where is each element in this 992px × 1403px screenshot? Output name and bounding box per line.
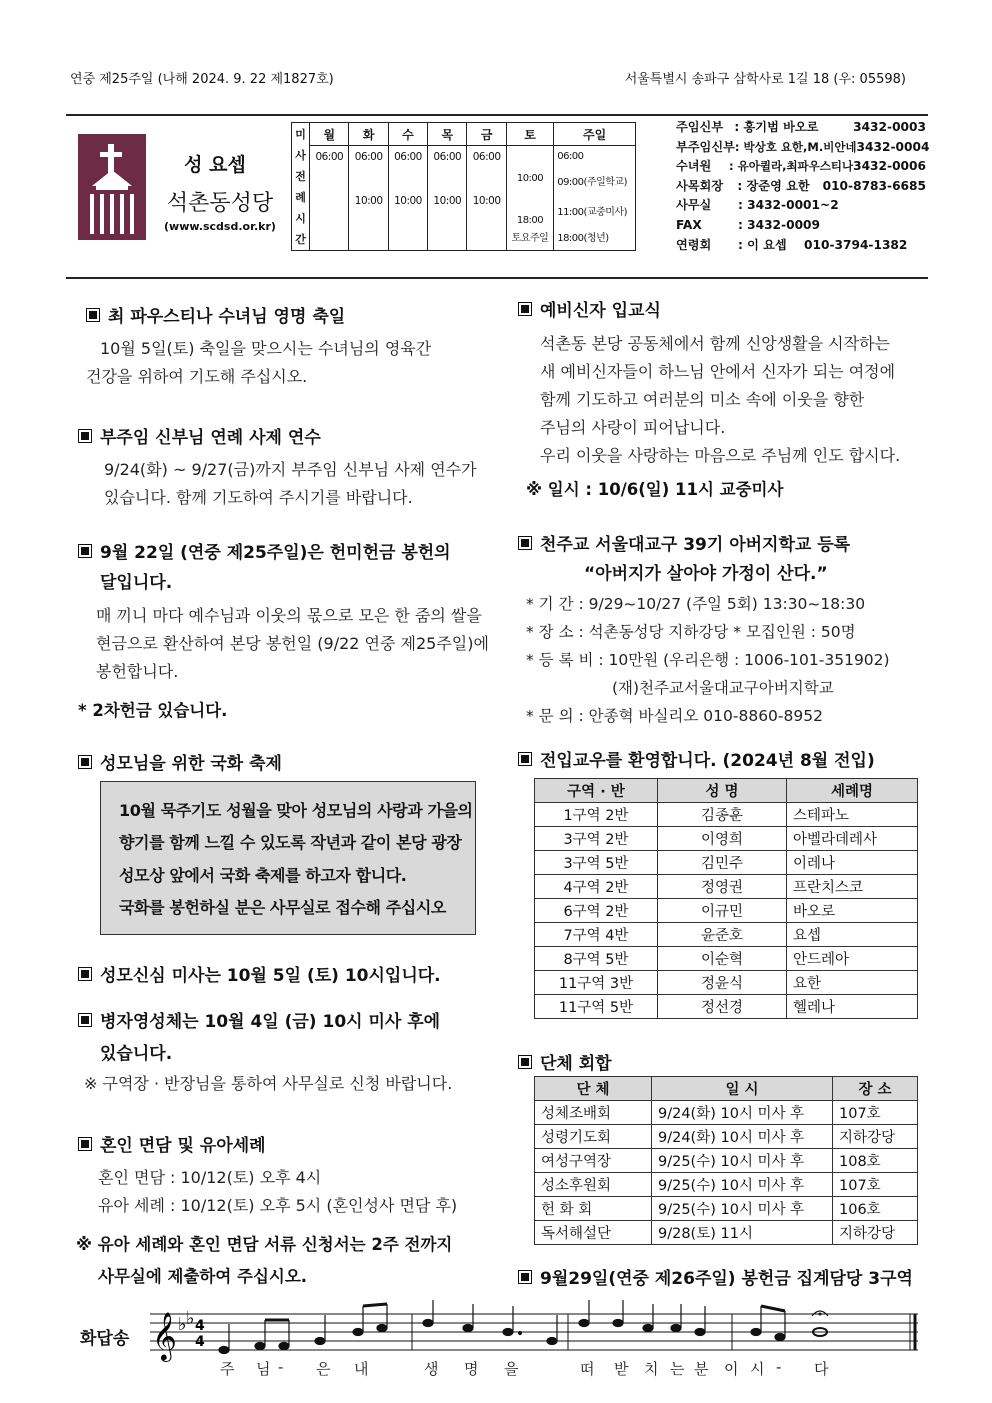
church-building-icon bbox=[78, 134, 146, 240]
table-row: 3구역 5반 김민주 이레나 bbox=[535, 851, 918, 875]
square-bullet-icon bbox=[518, 1270, 532, 1284]
notice-line: 성모상 앞에서 국화 축제를 하고자 합니다. bbox=[119, 866, 407, 885]
header-divider-top bbox=[66, 114, 928, 116]
notice-line: 향기를 함께 느낄 수 있도록 작년과 같이 본당 광장 bbox=[119, 833, 462, 852]
flat-icon: ♭ bbox=[186, 1308, 195, 1329]
contact-list bbox=[676, 118, 930, 255]
section-title-feast: 최 파우스티나 수녀님 영명 축일 bbox=[86, 302, 345, 327]
section-title-fathers-school: 천주교 서울대교구 39기 아버지학교 등록 bbox=[518, 530, 850, 555]
section-title-sick-communion-2: 있습니다. bbox=[100, 1044, 173, 1064]
section-title-rice-offering-2: 달입니다. bbox=[100, 573, 173, 593]
time-signature: 4 bbox=[195, 1318, 205, 1334]
square-bullet-icon bbox=[518, 302, 532, 316]
time-signature: 4 bbox=[195, 1334, 205, 1350]
contact-row: 사무실 : 3432-0001~2 bbox=[676, 198, 839, 213]
melody-notes bbox=[219, 1300, 827, 1354]
church-name-line1: 성 요셉 bbox=[184, 154, 246, 176]
table-row: 독서해설단 9/28(토) 11시 지하강당 bbox=[535, 1221, 918, 1245]
table-row: 4구역 2반 정영권 프란치스코 bbox=[535, 875, 918, 899]
contact-row: 사목회장 : 장준영 요한 010-8783-6685 bbox=[676, 178, 926, 193]
day-sun: 주일 bbox=[554, 123, 636, 146]
mass-side-label: 미 사 전 례 시 간 bbox=[292, 123, 310, 251]
catechumen-date-note: ※ 일시 : 10/6(일) 11시 교중미사 bbox=[526, 480, 784, 499]
section-title-marriage-baptism: 혼인 면담 및 유아세례 bbox=[78, 1131, 266, 1156]
psalm-label: 화답송 bbox=[80, 1329, 130, 1349]
table-header-row: 단 체 일 시 장 소 bbox=[535, 1077, 918, 1101]
table-row: 11구역 5반 정선경 헬레나 bbox=[535, 995, 918, 1019]
section-title-offering-tally: 9월29일(연중 제26주일) 봉헌금 집계담당 3구역 bbox=[518, 1264, 913, 1289]
document-deadline-note: ※ 유아 세례와 혼인 면담 서류 신청서는 2주 전까지 bbox=[76, 1235, 453, 1254]
day-sat: 토 bbox=[506, 123, 553, 146]
square-bullet-icon bbox=[78, 544, 92, 558]
sick-communion-note: ※ 구역장 · 반장님을 통하여 사무실로 신청 바랍니다. bbox=[84, 1074, 453, 1093]
day-mon: 월 bbox=[310, 123, 349, 146]
chrysanthemum-notice-box bbox=[100, 781, 476, 935]
section-body-feast-2: 건강을 위하여 기도해 주십시오. bbox=[86, 367, 308, 386]
church-name-line2: 석촌동성당 bbox=[166, 191, 274, 216]
section-title-rice-offering: 9월 22일 (연중 제25주일)은 헌미헌금 봉헌의 bbox=[78, 538, 451, 563]
times-sat: 10:00 18:00 토요주일 bbox=[506, 146, 553, 251]
notice-line: 10월 묵주기도 성월을 맞아 성모님의 사랑과 가을의 bbox=[119, 801, 473, 820]
table-row: 여성구역장 9/25(수) 10시 미사 후 108호 bbox=[535, 1149, 918, 1173]
day-thu: 목 bbox=[428, 123, 467, 146]
section-title-group-meetings: 단체 회합 bbox=[518, 1049, 612, 1074]
times-mon: 06:00 bbox=[310, 146, 349, 251]
times-sun: 06:00 09:00(주일학교) 11:00(교중미사) 18:00(청년) bbox=[554, 146, 636, 251]
treble-clef-icon: 𝄞 bbox=[152, 1311, 177, 1360]
section-title-catechumen: 예비신자 입교식 bbox=[518, 296, 661, 321]
section-body-catechumen: 석촌동 본당 공동체에서 함께 신앙생활을 시작하는 새 예비신자들이 하느님 안에서 신자가 되는 여정에 함께 기도하고 여러분의 미소 속에 이웃을 향한 주님의 사랑이 피어납니다. 우리 이웃을 사랑하는 마음으로 주님께 인도 합시다. bbox=[540, 334, 901, 465]
contact-row: 부주임신부 : 박상호 요한,M.비안네 3432-0004 bbox=[676, 139, 930, 154]
new-parishioners-table bbox=[534, 778, 918, 1019]
church-website[interactable]: (www.scdsd.or.kr) bbox=[164, 220, 276, 233]
mass-schedule-table bbox=[291, 122, 636, 251]
table-row: 3구역 2반 이영희 아벨라데레사 bbox=[535, 827, 918, 851]
square-bullet-icon bbox=[78, 1013, 92, 1027]
day-wed: 수 bbox=[388, 123, 427, 146]
times-tue: 06:00 10:00 bbox=[349, 146, 388, 251]
fermata-dot bbox=[819, 1313, 822, 1316]
table-header-row: 구역 · 반 성 명 세례명 bbox=[535, 779, 918, 803]
notice-line: 국화를 봉헌하실 분은 사무실로 접수해 주십시오 bbox=[119, 898, 446, 917]
group-meetings-table bbox=[534, 1076, 918, 1245]
flat-icon: ♭ bbox=[178, 1314, 187, 1335]
section-title-retreat: 부주임 신부님 연례 사제 연수 bbox=[78, 423, 321, 448]
fathers-school-slogan: “아버지가 살아야 가정이 산다.” bbox=[584, 564, 828, 584]
table-row: 8구역 5반 이순혁 안드레아 bbox=[535, 947, 918, 971]
section-body-feast: 10월 5일(토) 축일을 맞으시는 수녀님의 영육간 bbox=[100, 339, 432, 358]
table-row: 헌 화 회 9/25(수) 10시 미사 후 106호 bbox=[535, 1197, 918, 1221]
times-fri: 06:00 10:00 bbox=[467, 146, 506, 251]
table-row: 성령기도회 9/24(화) 10시 미사 후 지하강당 bbox=[535, 1125, 918, 1149]
section-title-sick-communion: 병자영성체는 10월 4일 (금) 10시 미사 후에 bbox=[78, 1007, 440, 1032]
table-row: 1구역 2반 김종훈 스테파노 bbox=[535, 803, 918, 827]
church-address: 서울특별시 송파구 삼학사로 1길 18 (우: 05598) bbox=[624, 72, 906, 87]
contact-row: FAX : 3432-0009 bbox=[676, 217, 821, 232]
contact-row: 수녀원 : 유아퀼라,최파우스티나 3432-0006 bbox=[676, 159, 926, 174]
day-fri: 금 bbox=[467, 123, 506, 146]
section-title-new-parishioners: 전입교우를 환영합니다. (2024년 8월 전입) bbox=[518, 746, 875, 771]
square-bullet-icon bbox=[78, 755, 92, 769]
church-logo bbox=[78, 134, 146, 240]
square-bullet-icon bbox=[86, 308, 100, 322]
section-title-chrysanthemum: 성모님을 위한 국화 축제 bbox=[78, 749, 282, 774]
second-collection-note: * 2차헌금 있습니다. bbox=[78, 701, 228, 720]
table-row: 11구역 3반 정윤식 요한 bbox=[535, 971, 918, 995]
square-bullet-icon bbox=[78, 1137, 92, 1151]
table-row: 성소후원회 9/25(수) 10시 미사 후 107호 bbox=[535, 1173, 918, 1197]
contact-row: 주임신부 : 홍기범 바오로 3432-0003 bbox=[676, 120, 926, 134]
document-deadline-note-2: 사무실에 제출하여 주십시오. bbox=[98, 1267, 308, 1286]
square-bullet-icon bbox=[78, 429, 92, 443]
square-bullet-icon bbox=[518, 752, 532, 766]
contact-row: 연령회 : 이 요셉 010-3794-1382 bbox=[676, 237, 908, 252]
bulletin-issue: 연중 제25주일 (나해 2024. 9. 22 제1827호) bbox=[70, 72, 334, 87]
day-tue: 화 bbox=[349, 123, 388, 146]
section-title-marian-mass: 성모신심 미사는 10월 5일 (토) 10시입니다. bbox=[78, 961, 441, 986]
table-row: 성체조배회 9/24(화) 10시 미사 후 107호 bbox=[535, 1101, 918, 1125]
square-bullet-icon bbox=[78, 967, 92, 981]
square-bullet-icon bbox=[518, 1055, 532, 1069]
table-row: 7구역 4반 윤준호 요셉 bbox=[535, 923, 918, 947]
fathers-school-details: * 기 간 : 9/29~10/27 (주일 5회) 13:30~18:30 * 장 소 : 석촌동성당 지하강당 * 모집인원 : 50명 * 등 록 비 : 10만원 (우리은행 : 1006-101-351902) (재)천주교서울대교구아버지학교 * 문 의 : 안종혁 바실리오 010-8860-8952 bbox=[526, 595, 890, 725]
square-bullet-icon bbox=[518, 536, 532, 550]
table-row: 6구역 2반 이규민 바오로 bbox=[535, 899, 918, 923]
section-body-retreat: 9/24(화) ~ 9/27(금)까지 부주임 신부님 사제 연수가 있습니다. 함께 기도하여 주시기를 바랍니다. bbox=[104, 460, 477, 507]
psalm-lyrics: 주 님 - 은 내 생 명 을 떠 받 치 는 분 이 시 - 다 bbox=[220, 1358, 829, 1378]
header-divider-bottom bbox=[66, 277, 928, 279]
times-wed: 06:00 10:00 bbox=[388, 146, 427, 251]
times-thu: 06:00 10:00 bbox=[428, 146, 467, 251]
section-body-marriage-baptism: 혼인 면담 : 10/12(토) 오후 4시 유아 세례 : 10/12(토) 오후 5시 (혼인성사 면담 후) bbox=[98, 1168, 458, 1215]
section-body-rice-offering: 매 끼니 마다 예수님과 이웃의 몫으로 모은 한 줌의 쌀을 현금으로 환산하여 본당 봉헌일 (9/22 연중 제25주일)에 봉헌합니다. bbox=[96, 606, 489, 681]
